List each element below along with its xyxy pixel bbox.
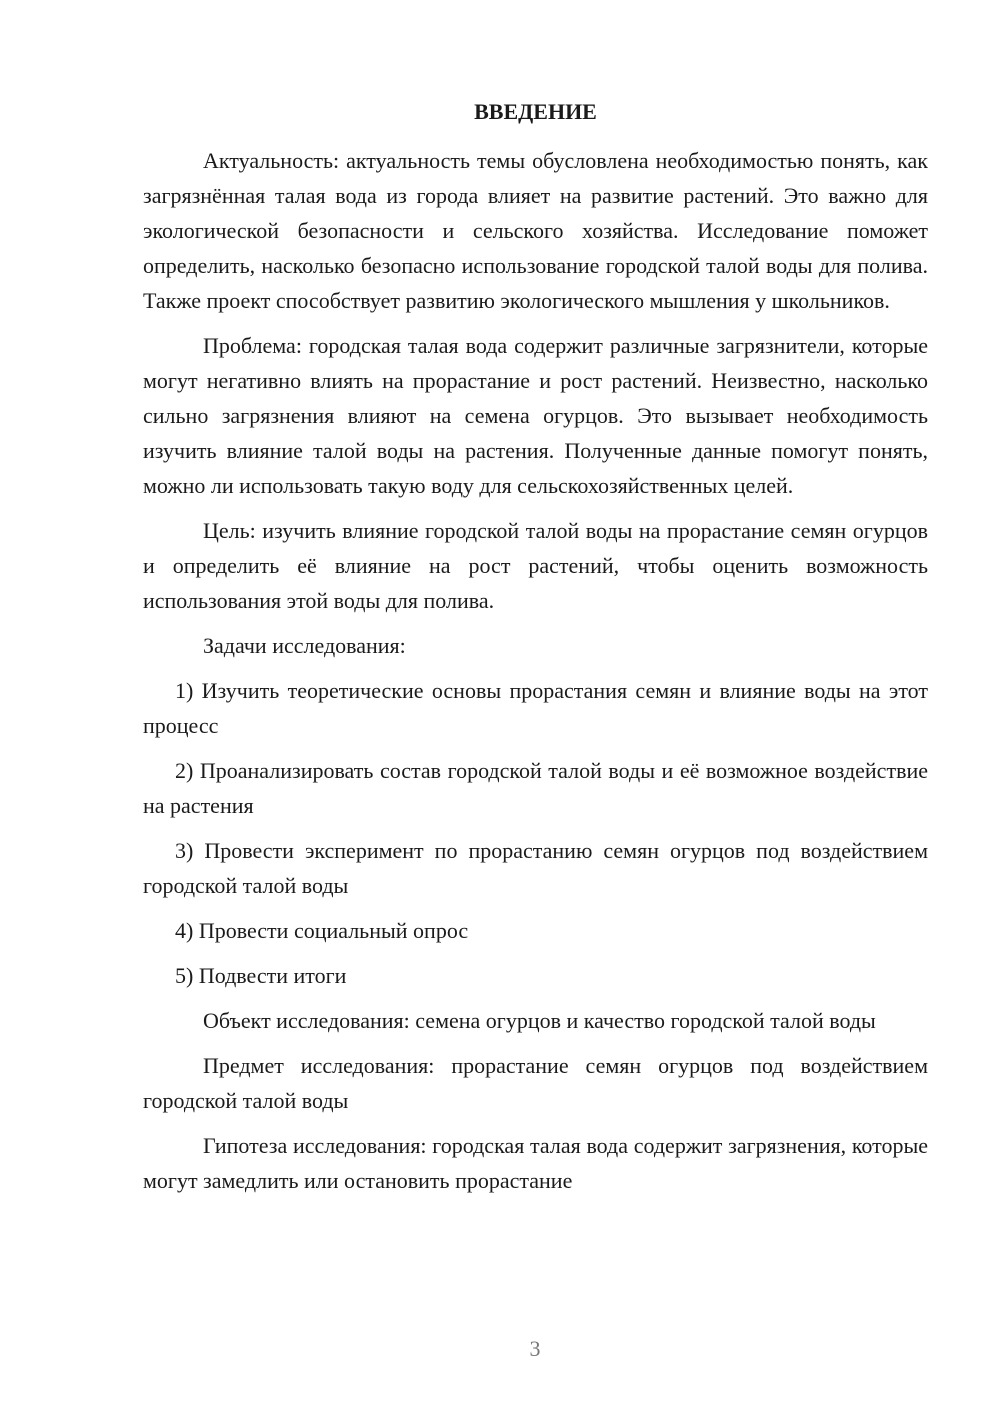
section-heading: ВВЕДЕНИЕ [474, 99, 597, 124]
subject-paragraph: Предмет исследования: прорастание семян огурцов под воздействием городской талой воды [143, 1053, 928, 1113]
task-item-1: 1) Изучить теоретические основы прорастания семян и влияние воды на этот процесс [143, 678, 928, 738]
task-item-4: 4) Провести социальный опрос [175, 918, 469, 943]
problem-paragraph: Проблема: городская талая вода содержит различные загрязнители, которые могут негативно влиять на прорастание и рост растений. Неизвестно, насколько сильно загрязнения влияют на семена огурцов. Это вызывает необходимость изучить влияние талой воды на растения. Полученные данные помогут понять, можно ли использовать такую воду для сельскохозяйственных целей. [143, 333, 928, 498]
page-number: 3 [529, 1336, 541, 1361]
page-content [143, 94, 928, 1208]
relevance-paragraph: Актуальность: актуальность темы обусловлена необходимостью понять, как загрязнённая талая вода из города влияет на развитие растений. Это важно для экологической безопасности и сельского хозяйства. Исследование поможет определить, насколько безопасно использование городской талой воды для полива. Также проект способствует развитию экологического мышления у школьников. [143, 148, 928, 313]
goal-paragraph: Цель: изучить влияние городской талой воды на прорастание семян огурцов и определить её влияние на рост растений, чтобы оценить возможность использования этой воды для полива. [143, 518, 928, 613]
task-item-3: 3) Провести эксперимент по прорастанию семян огурцов под воздействием городской талой воды [143, 838, 928, 898]
tasks-title: Задачи исследования: [203, 633, 406, 658]
task-item-5: 5) Подвести итоги [175, 963, 347, 988]
object-paragraph: Объект исследования: семена огурцов и качество городской талой воды [203, 1008, 876, 1033]
hypothesis-paragraph: Гипотеза исследования: городская талая вода содержит загрязнения, которые могут замедлить или остановить прорастание [143, 1133, 928, 1193]
task-item-2: 2) Проанализировать состав городской талой воды и её возможное воздействие на растения [143, 758, 928, 818]
